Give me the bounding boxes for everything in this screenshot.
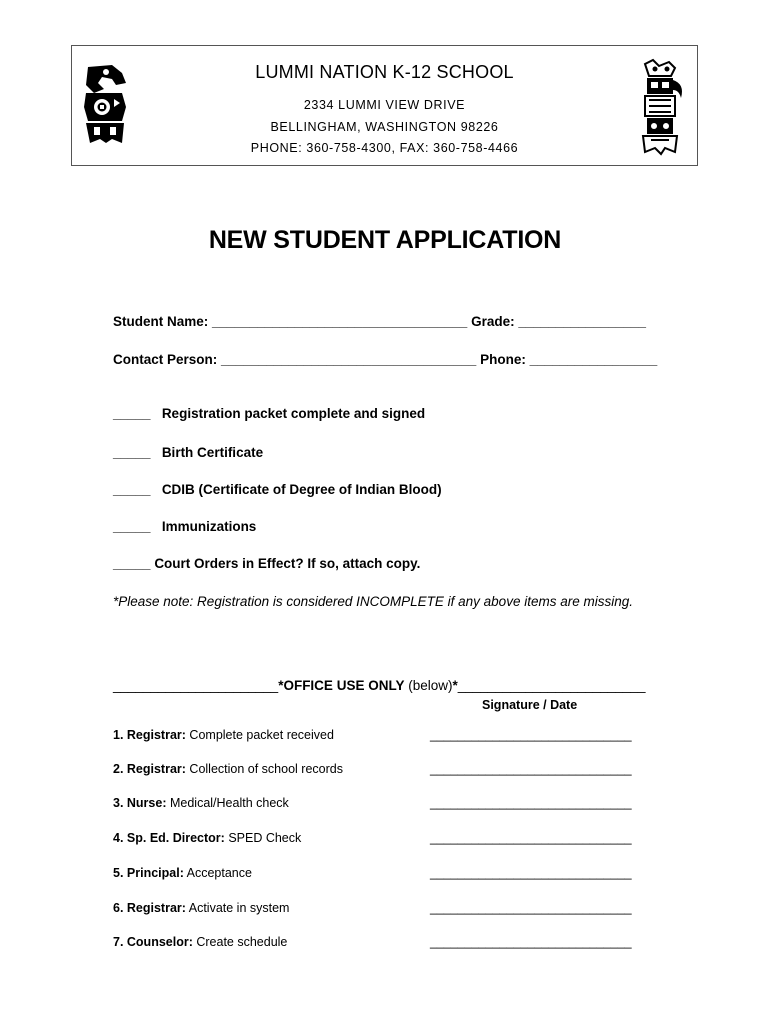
- checklist-blank[interactable]: _____: [113, 406, 151, 421]
- signature-line[interactable]: _____________________________: [430, 901, 632, 915]
- step-task: Acceptance: [183, 866, 252, 880]
- office-use-heading: [113, 678, 645, 693]
- step-role: 3. Nurse:: [113, 796, 167, 810]
- student-name-row: [113, 314, 646, 329]
- school-header: [71, 45, 698, 166]
- student-name-label: Student Name:: [113, 314, 209, 329]
- office-step: [113, 935, 287, 949]
- signature-line[interactable]: _____________________________: [430, 762, 632, 776]
- checklist-label: Registration packet complete and signed: [161, 406, 426, 421]
- step-role: 2. Registrar:: [113, 762, 186, 776]
- step-role: 5. Principal:: [113, 866, 184, 880]
- office-star: *: [452, 678, 458, 693]
- office-step: [113, 728, 334, 742]
- office-step: [113, 901, 289, 915]
- student-name-field[interactable]: __________________________________: [212, 314, 468, 329]
- checklist-item-court-orders: [113, 556, 420, 571]
- contact-person-field[interactable]: __________________________________: [221, 352, 477, 367]
- checklist-item-cdib: [113, 482, 442, 497]
- signature-line[interactable]: _____________________________: [430, 831, 632, 845]
- office-left-line: ______________________: [113, 678, 279, 693]
- checklist-label: CDIB (Certificate of Degree of Indian Blood): [161, 482, 442, 497]
- checklist-label: Birth Certificate: [161, 445, 264, 460]
- totem-pole-logo-icon: [635, 58, 687, 156]
- checklist-item-immunizations: [113, 519, 256, 534]
- step-task: Activate in system: [185, 901, 290, 915]
- checklist-label: Immunizations: [161, 519, 257, 534]
- grade-field[interactable]: _________________: [518, 314, 646, 329]
- step-task: Collection of school records: [185, 762, 343, 776]
- checklist-blank[interactable]: _____: [113, 482, 151, 497]
- checklist-item-birth-certificate: [113, 445, 263, 460]
- checklist-blank[interactable]: _____: [113, 556, 151, 571]
- office-use-label: *OFFICE USE ONLY: [278, 678, 405, 693]
- checklist-label: Court Orders in Effect? If so, attach copy.: [154, 556, 421, 571]
- signature-date-label: Signature / Date: [482, 698, 578, 712]
- office-step: [113, 831, 301, 845]
- signature-line[interactable]: _____________________________: [430, 728, 632, 742]
- step-task: Create schedule: [192, 935, 288, 949]
- office-right-line: _________________________: [457, 678, 646, 693]
- phone-label: Phone:: [480, 352, 526, 367]
- phone-fax: PHONE: 360-758-4300, FAX: 360-758-4466: [250, 141, 519, 155]
- address-city: BELLINGHAM, WASHINGTON 98226: [270, 120, 499, 134]
- office-step: [113, 796, 289, 810]
- school-name: LUMMI NATION K-12 SCHOOL: [255, 62, 514, 82]
- step-role: 4. Sp. Ed. Director:: [113, 831, 225, 845]
- step-role: 7. Counselor:: [113, 935, 193, 949]
- grade-label: Grade:: [471, 314, 515, 329]
- office-below-label: (below): [404, 678, 453, 693]
- checklist-item-registration: [113, 406, 425, 421]
- phone-field[interactable]: _________________: [529, 352, 658, 367]
- contact-row: [113, 352, 657, 367]
- address-street: 2334 LUMMI VIEW DRIVE: [303, 98, 466, 112]
- office-step: [113, 762, 343, 776]
- office-step: [113, 866, 252, 880]
- form-title: NEW STUDENT APPLICATION: [208, 226, 562, 254]
- signature-line[interactable]: _____________________________: [430, 866, 632, 880]
- contact-person-label: Contact Person:: [113, 352, 218, 367]
- step-task: Complete packet received: [185, 728, 334, 742]
- checklist-blank[interactable]: _____: [113, 519, 151, 534]
- signature-line[interactable]: _____________________________: [430, 796, 632, 810]
- step-role: 1. Registrar:: [113, 728, 186, 742]
- incomplete-note: *Please note: Registration is considered INCOMPLETE if any above items are missing.: [113, 594, 633, 609]
- signature-line[interactable]: _____________________________: [430, 935, 632, 949]
- step-task: Medical/Health check: [166, 796, 289, 810]
- checklist-blank[interactable]: _____: [113, 445, 151, 460]
- step-task: SPED Check: [224, 831, 302, 845]
- step-role: 6. Registrar:: [113, 901, 186, 915]
